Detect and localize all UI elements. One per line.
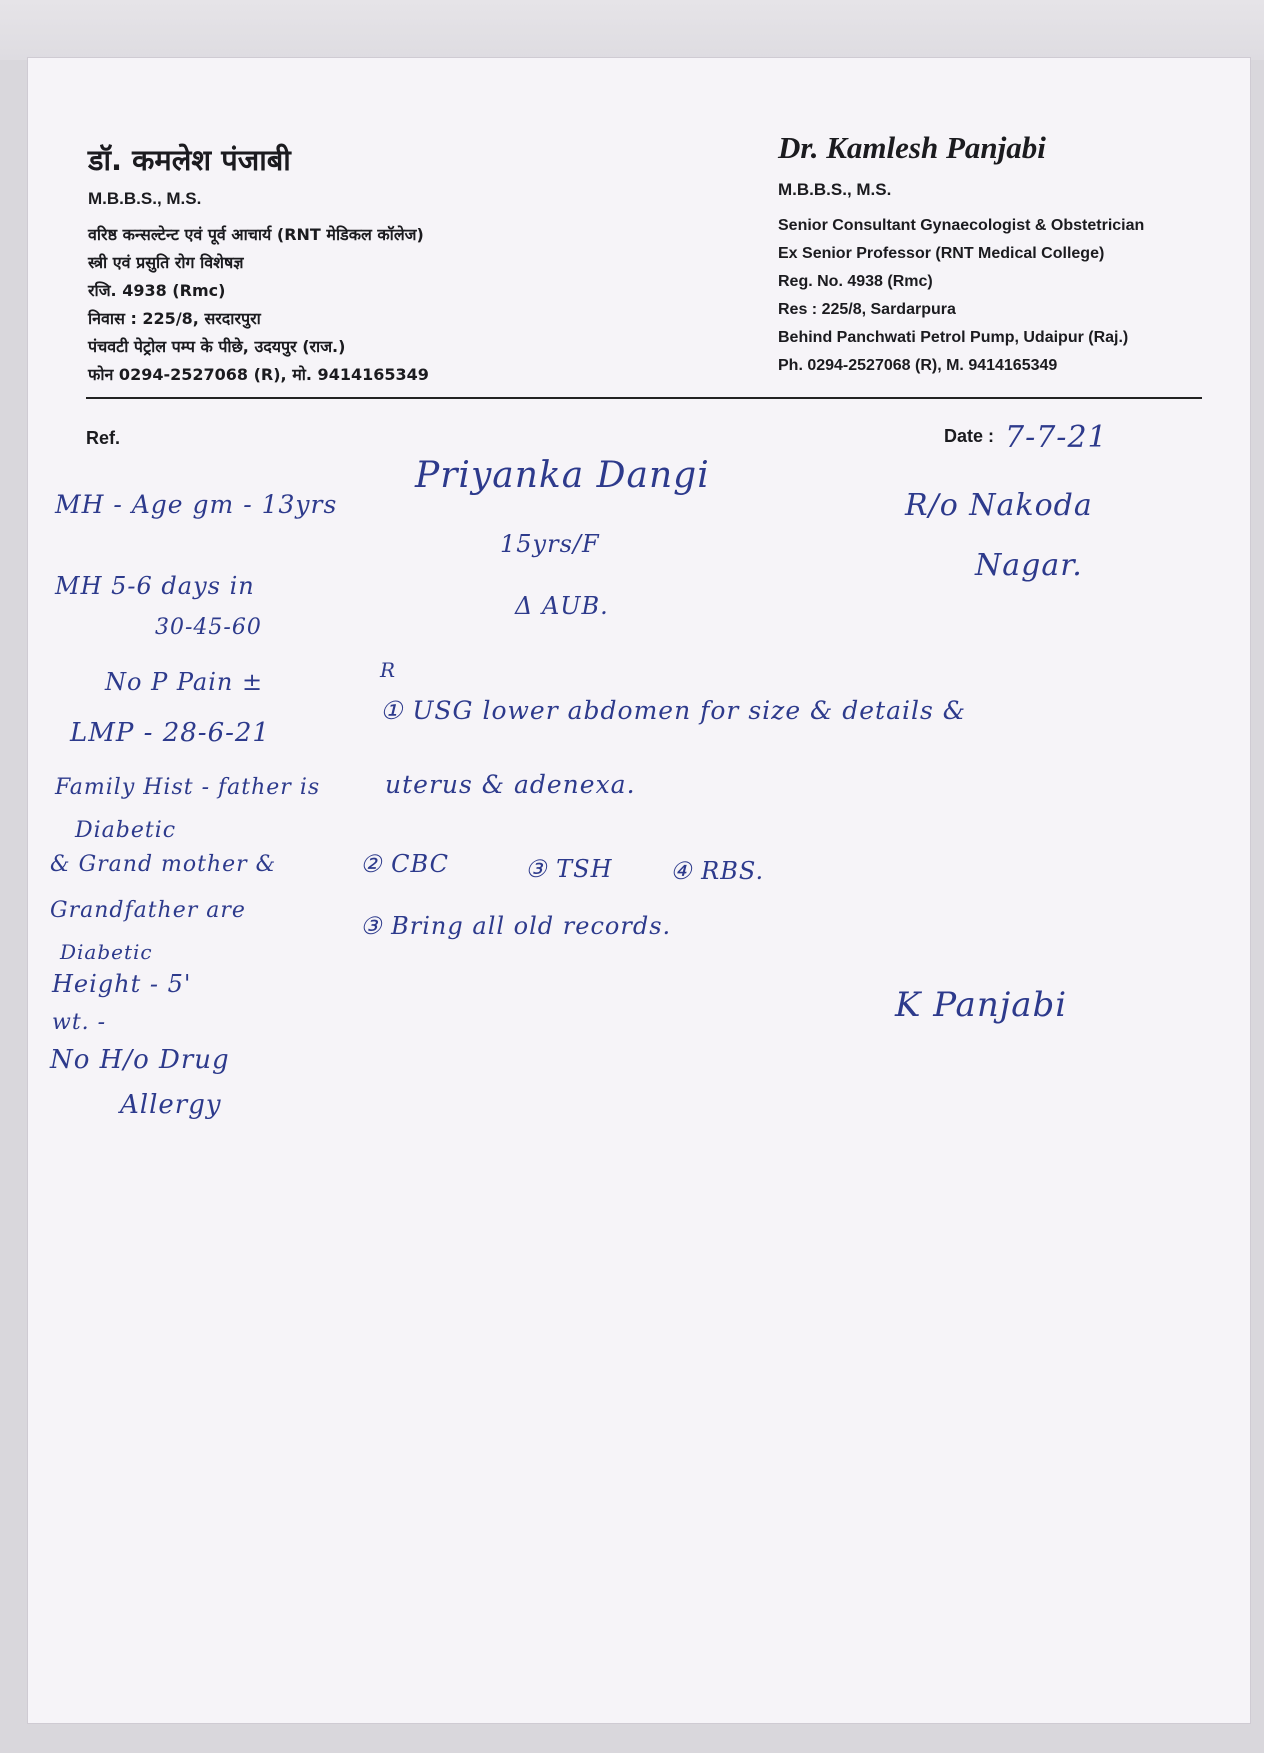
rx-cbc: ② CBC — [360, 850, 449, 878]
drug-allergy-note-line1: No H/o Drug — [50, 1045, 230, 1075]
menstrual-cycle-duration: MH 5-6 days in — [55, 572, 255, 600]
degree-hindi: M.B.B.S., M.S. — [88, 189, 202, 208]
letterhead-hindi — [88, 140, 429, 389]
patient-address-line1: R/o Nakoda — [905, 488, 1093, 523]
patient-name: Priyanka Dangi — [415, 455, 710, 496]
specialty-hindi: स्त्री एवं प्रसुति रोग विशेषज्ञ — [88, 253, 244, 272]
rx-usg-continued: uterus & adenexa. — [385, 770, 636, 799]
rx-tsh: ③ TSH — [525, 855, 613, 883]
ref-label: Ref. — [86, 428, 121, 448]
weight-note: wt. - — [52, 1010, 107, 1035]
phone-english: Ph. 0294-2527068 (R), M. 9414165349 — [778, 357, 1058, 374]
designation-hindi: वरिष्ठ कन्सल्टेन्ट एवं पूर्व आचार्य (RNT मेडिकल कॉलेज) — [88, 225, 424, 244]
rx-rbs: ④ RBS. — [670, 857, 765, 885]
registration-hindi: रजि. 4938 (Rmc) — [88, 281, 226, 300]
designation-english: Senior Consultant Gynaecologist & Obstetrician — [778, 217, 1145, 234]
lmp-date: LMP - 28-6-21 — [70, 718, 270, 748]
handwritten-date: 7-7-21 — [1005, 420, 1108, 455]
doctor-name-english: Dr. Kamlesh Panjabi — [778, 130, 1046, 165]
patient-age-sex: 15yrs/F — [500, 530, 600, 558]
residence-english: Res : 225/8, Sardarpura — [778, 301, 956, 318]
ex-professor-english: Ex Senior Professor (RNT Medical College) — [778, 245, 1105, 262]
drug-allergy-note-line2: Allergy — [120, 1090, 222, 1120]
date-label: Date : — [944, 426, 995, 446]
menstrual-history-age: MH - Age gm - 13yrs — [55, 490, 338, 519]
paper-background-top — [0, 0, 1264, 60]
family-history-line2: Diabetic — [75, 818, 177, 843]
family-history-line4: Grandfather are — [50, 898, 246, 923]
header-divider — [86, 397, 1202, 399]
doctor-name-hindi: डॉ. कमलेश पंजाबी — [88, 143, 291, 177]
chief-complaint: Δ AUB. — [515, 592, 609, 620]
family-history-line3: & Grand mother & — [50, 852, 277, 877]
pain-note: No P Pain ± — [105, 668, 264, 696]
residence-hindi: निवास : 225/8, सरदारपुरा — [88, 309, 261, 328]
patient-address-line2: Nagar. — [975, 548, 1083, 583]
letterhead-english — [778, 130, 1144, 380]
family-history-line1: Family Hist - father is — [55, 775, 321, 800]
phone-hindi: फोन 0294-2527068 (R), मो. 9414165349 — [88, 365, 429, 384]
landmark-hindi: पंचवटी पेट्रोल पम्प के पीछे, उदयपुर (राज.) — [88, 337, 346, 356]
registration-english: Reg. No. 4938 (Rmc) — [778, 273, 933, 290]
menstrual-cycle-interval: 30-45-60 — [155, 615, 262, 640]
degree-english: M.B.B.S., M.S. — [778, 180, 892, 199]
family-history-line5: Diabetic — [60, 940, 153, 964]
rx-symbol: R — [380, 658, 397, 682]
height-note: Height - 5' — [52, 970, 192, 998]
landmark-english: Behind Panchwati Petrol Pump, Udaipur (Raj.) — [778, 329, 1129, 346]
doctor-signature: K Panjabi — [895, 985, 1068, 1025]
rx-usg-order: ① USG lower abdomen for size & details & — [380, 696, 967, 725]
rx-old-records: ③ Bring all old records. — [360, 912, 672, 940]
